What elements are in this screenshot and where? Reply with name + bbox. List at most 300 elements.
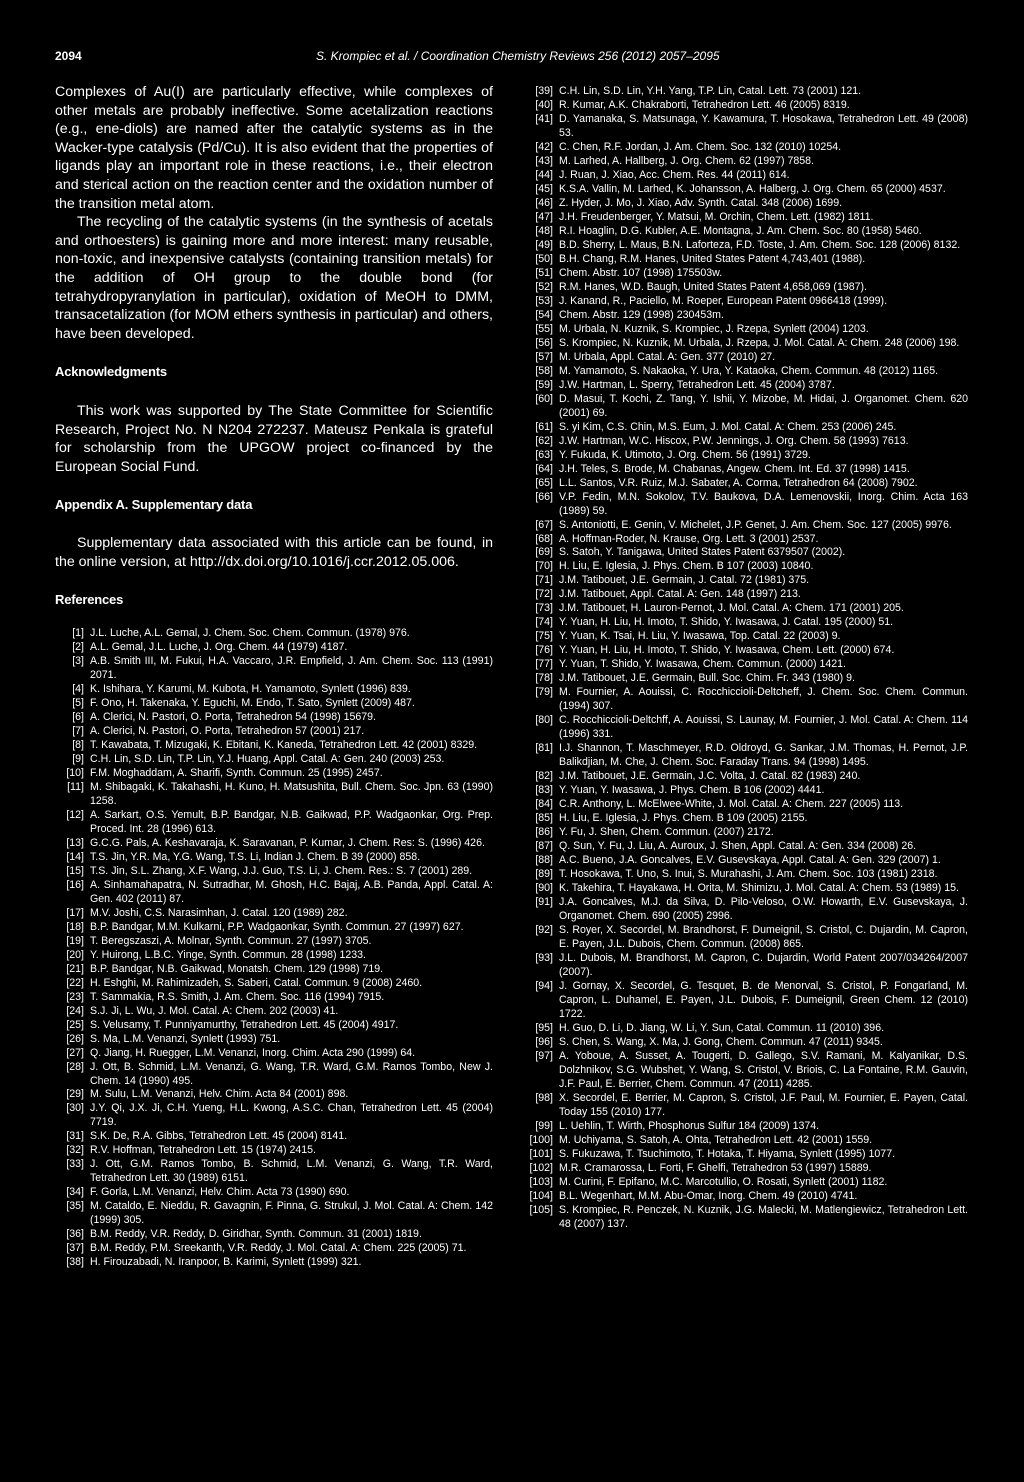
reference-number: [45] [535,182,553,195]
reference-text: C. Chen, R.F. Jordan, J. Am. Chem. Soc. 132 (2010) 10254. [559,140,842,153]
reference-number: [87] [535,840,553,853]
reference-number: [36] [66,1228,84,1241]
reference-number: [99] [535,1119,553,1132]
reference-item [60,753,493,767]
reference-item [60,865,493,879]
reference-number: [75] [535,630,553,643]
reference-number: [76] [535,644,553,657]
reference-number: [88] [535,854,553,867]
reference-item [60,1228,493,1242]
reference-number: [59] [535,378,553,391]
reference-number: [98] [535,1091,553,1104]
reference-text: Q. Jiang, H. Ruegger, L.M. Venanzi, Inorg. Chim. Acta 290 (1999) 64. [90,1046,416,1059]
reference-item [526,1162,968,1176]
reference-number: [24] [66,1004,84,1017]
body-paragraph: The recycling of the catalytic systems (in the synthesis of acetals and orthoesters) is gaining more and more interest: many reusable, non-toxic, and inexpensive catalysts (containing transition metals) for the addition of OH group to the double bond (for tetrahydropyranylation in particular), oxidation of MeOH to DMM, transacetalization (for MOM ethers synthesis in particular) and others, have been developed. [55,214,493,342]
reference-number: [2] [72,640,84,653]
reference-text: K. Ishihara, Y. Karumi, M. Kubota, H. Yamamoto, Synlett (1996) 839. [90,682,411,695]
reference-item [526,574,968,588]
reference-text: I.J. Shannon, T. Maschmeyer, R.D. Oldroyd, G. Sankar, J.M. Thomas, H. Pernot, J.P. Balikdjian, M. Che, J. Chem. Soc. Faraday Trans. 94 (1998) 1495. [559,742,968,769]
reference-number: [26] [66,1032,84,1045]
reference-item [526,896,968,924]
reference-text: H. Firouzabadi, N. Iranpoor, B. Karimi, Synlett (1999) 321. [90,1256,362,1269]
reference-number: [48] [535,224,553,237]
reference-item [526,281,968,295]
reference-text: J.Y. Qi, J.X. Ji, C.H. Yueng, H.L. Kwong, A.S.C. Chan, Tetrahedron Lett. 45 (2004) 7719. [90,1102,493,1129]
reference-text: G.C.G. Pals, A. Keshavaraja, K. Saravanan, P. Kumar, J. Chem. Res: S. (1996) 426. [90,836,485,849]
reference-text: T. Sammakia, R.S. Smith, J. Am. Chem. Soc. 116 (1994) 7915. [90,990,385,1003]
reference-number: [67] [535,518,553,531]
reference-text: C. Rocchiccioli-Deltchff, A. Aouissi, S. Launay, M. Fournier, J. Mol. Catal. A: Chem. 114 (1996) 331. [559,714,968,741]
reference-text: S. yi Kim, C.S. Chin, M.S. Eum, J. Mol. Catal. A: Chem. 253 (2006) 245. [559,420,897,433]
reference-text: A. Sarkart, O.S. Yemult, B.P. Bandgar, N.B. Gaikwad, P.P. Wadgaonkar, Org. Prep. Proced. Int. 28 (1996) 613. [90,808,493,835]
reference-number: [79] [535,686,553,699]
reference-item [526,253,968,267]
reference-item [526,1134,968,1148]
reference-text: R.V. Hoffman, Tetrahedron Lett. 15 (1974) 2415. [90,1144,316,1157]
reference-text: J.M. Tatibouet, Appl. Catal. A: Gen. 148 (1997) 213. [559,588,801,601]
reference-item [526,672,968,686]
reference-item [526,323,968,337]
reference-item [60,739,493,753]
reference-text: S.K. De, R.A. Gibbs, Tetrahedron Lett. 45 (2004) 8141. [90,1130,348,1143]
reference-item [60,1130,493,1144]
reference-item [60,809,493,837]
reference-item [526,197,968,211]
reference-item [526,393,968,421]
reference-number: [41] [535,112,553,125]
reference-number: [90] [535,882,553,895]
reference-number: [17] [66,906,84,919]
reference-item [60,1102,493,1130]
reference-number: [9] [72,752,84,765]
reference-item [526,644,968,658]
reference-item [60,1033,493,1047]
reference-item [60,991,493,1005]
reference-item [526,770,968,784]
reference-text: H. Liu, E. Iglesia, J. Phys. Chem. B 107 (2003) 10840. [559,560,814,573]
reference-item [60,963,493,977]
reference-text: F.M. Moghaddam, A. Sharifi, Synth. Commun. 25 (1995) 2457. [90,766,383,779]
reference-number: [81] [535,742,553,755]
reference-text: V.P. Fedin, M.N. Sokolov, T.V. Baukova, D.A. Lemenovskii, Inorg. Chim. Acta 163 (1989) 59. [559,490,968,517]
reference-number: [73] [535,602,553,615]
reference-number: [34] [66,1186,84,1199]
reference-item [526,826,968,840]
reference-number: [77] [535,658,553,671]
reference-text: J. Ott, B. Schmid, L.M. Venanzi, G. Wang, T.R. Ward, G.M. Ramos Tombo, New J. Chem. 14 (1990) 495. [90,1060,493,1087]
reference-text: Y. Huirong, L.B.C. Yinge, Synth. Commun. 28 (1998) 1233. [90,948,366,961]
reference-item [60,1186,493,1200]
reference-text: J.H. Teles, S. Brode, M. Chabanas, Angew. Chem. Int. Ed. 37 (1998) 1415. [559,462,910,475]
reference-item [526,477,968,491]
reference-number: [47] [535,210,553,223]
reference-item [526,868,968,882]
reference-text: Y. Yuan, K. Tsai, H. Liu, Y. Iwasawa, Top. Catal. 22 (2003) 9. [559,630,841,643]
reference-item [526,742,968,770]
reference-number: [69] [535,546,553,559]
references-list-left [60,627,493,1270]
reference-number: [51] [535,266,553,279]
reference-text: T. Kawabata, T. Mizugaki, K. Ebitani, K. Kaneda, Tetrahedron Lett. 42 (2001) 8329. [90,738,478,751]
reference-item [526,113,968,141]
reference-text: L.L. Santos, V.R. Ruiz, M.J. Sabater, A. Corma, Tetrahedron 64 (2008) 7902. [559,476,918,489]
reference-number: [31] [66,1130,84,1143]
acknowledgments-section [55,402,493,476]
reference-text: J. Kanand, R., Paciello, M. Roeper, European Patent 0966418 (1999). [559,294,888,307]
reference-number: [54] [535,308,553,321]
reference-item [60,655,493,683]
reference-text: J.M. Tatibouet, J.E. Germain, J. Catal. 72 (1981) 375. [559,574,810,587]
reference-text: X. Secordel, E. Berrier, M. Capron, S. Cristol, J.F. Paul, M. Fournier, E. Payen, Catal. Today 155 (2010) 177. [559,1091,968,1118]
reference-text: C.R. Anthony, L. McElwee-White, J. Mol. Catal. A: Chem. 227 (2005) 113. [559,798,904,811]
reference-text: S. Ma, L.M. Venanzi, Synlett (1993) 751. [90,1032,281,1045]
reference-text: J.M. Tatibouet, J.E. Germain, Bull. Soc. Chim. Fr. 343 (1980) 9. [559,672,855,685]
reference-item [526,99,968,113]
reference-text: J.A. Goncalves, M.J. da Silva, D. Pilo-Veloso, O.W. Howarth, E.V. Gusevskaya, J. Organomet. Chem. 690 (2005) 2996. [559,896,968,923]
reference-number: [46] [535,196,553,209]
reference-number: [40] [535,98,553,111]
reference-number: [21] [66,962,84,975]
reference-number: [82] [535,770,553,783]
reference-text: Q. Sun, Y. Fu, J. Liu, A. Auroux, J. Shen, Appl. Catal. A: Gen. 334 (2008) 26. [559,840,917,853]
reference-text: M. Larhed, A. Hallberg, J. Org. Chem. 62 (1997) 7858. [559,154,814,167]
reference-item [60,641,493,655]
reference-item [526,337,968,351]
reference-item [526,519,968,533]
page-number: 2094 [55,49,82,63]
reference-item [526,491,968,519]
reference-item [526,155,968,169]
reference-text: H. Eshghi, M. Rahimizadeh, S. Saberi, Catal. Commun. 9 (2008) 2460. [90,976,423,989]
reference-text: M. Cataldo, E. Nieddu, R. Gavagnin, F. Pinna, G. Strukul, J. Mol. Catal. A: Chem. 142 (1999) 305. [90,1200,493,1227]
reference-number: [4] [72,682,84,695]
reference-text: K.S.A. Vallin, M. Larhed, K. Johansson, A. Halberg, J. Org. Chem. 65 (2000) 4537. [559,182,946,195]
reference-item [526,421,968,435]
reference-text: S. Royer, X. Secordel, M. Brandhorst, F. Dumeignil, S. Cristol, C. Dujardin, M. Capron, E. Payen, J.L. Dubois, Chem. Commun. (2008) 865. [559,924,968,951]
reference-item [60,1242,493,1256]
reference-text: M. Urbala, Appl. Catal. A: Gen. 377 (2010) 27. [559,350,776,363]
reference-number: [22] [66,976,84,989]
reference-text: Y. Fukuda, K. Utimoto, J. Org. Chem. 56 (1991) 3729. [559,448,811,461]
reference-number: [1] [72,627,84,639]
reference-item [526,435,968,449]
reference-number: [10] [66,766,84,779]
reference-item [60,1088,493,1102]
reference-item [60,781,493,809]
reference-number: [44] [535,168,553,181]
reference-item [526,379,968,393]
reference-number: [96] [535,1035,553,1048]
reference-text: S. Krompiec, R. Penczek, N. Kuznik, J.G. Malecki, M. Matlengiewicz, Tetrahedron Lett. 48 (2007) 137. [559,1203,968,1230]
reference-number: [104] [529,1189,553,1202]
reference-text: A. Hoffman-Roder, N. Krause, Org. Lett. 3 (2001) 2537. [559,532,819,545]
reference-text: T. Beregszaszi, A. Molnar, Synth. Commun. 27 (1997) 3705. [90,934,372,947]
reference-item [526,309,968,323]
reference-text: C.H. Lin, S.D. Lin, Y.H. Yang, T.P. Lin, Catal. Lett. 73 (2001) 121. [559,85,862,97]
reference-text: R. Kumar, A.K. Chakraborti, Tetrahedron Lett. 46 (2005) 8319. [559,98,850,111]
reference-number: [29] [66,1088,84,1101]
reference-text: Chem. Abstr. 129 (1998) 230453m. [559,308,724,321]
reference-text: D. Yamanaka, S. Matsunaga, Y. Kawamura, T. Hosokawa, Tetrahedron Lett. 49 (2008) 53. [559,112,968,139]
reference-text: M. Uchiyama, S. Satoh, A. Ohta, Tetrahedron Lett. 42 (2001) 1559. [559,1133,873,1146]
reference-text: J.L. Luche, A.L. Gemal, J. Chem. Soc. Chem. Commun. (1978) 976. [90,627,410,639]
reference-item [526,924,968,952]
reference-item [526,211,968,225]
running-head: S. Krompiec et al. / Coordination Chemistry Reviews 256 (2012) 2057–2095 [316,49,720,63]
appendix-text: Supplementary data associated with this article can be found, in the online version, at http://dx.doi.org/10.1016/j.ccr.2012.05.006. [55,535,493,570]
reference-text: A. Clerici, N. Pastori, O. Porta, Tetrahedron 54 (1998) 15679. [90,710,376,723]
reference-item [60,697,493,711]
reference-number: [72] [535,588,553,601]
reference-number: [28] [66,1060,84,1073]
reference-item [526,980,968,1022]
reference-number: [102] [529,1161,553,1174]
reference-number: [42] [535,140,553,153]
reference-number: [49] [535,238,553,251]
reference-text: Y. Yuan, H. Liu, H. Imoto, T. Shido, Y. Iwasawa, J. Catal. 195 (2000) 51. [559,616,894,629]
reference-number: [18] [66,920,84,933]
reference-number: [55] [535,322,553,335]
reference-text: J.W. Hartman, W.C. Hiscox, P.W. Jennings, J. Org. Chem. 58 (1993) 7613. [559,434,909,447]
reference-number: [85] [535,812,553,825]
reference-item [60,949,493,963]
reference-number: [65] [535,476,553,489]
reference-item [60,1005,493,1019]
reference-item [60,851,493,865]
reference-number: [60] [535,392,553,405]
reference-number: [53] [535,294,553,307]
reference-number: [13] [66,836,84,849]
reference-item [526,560,968,574]
reference-item [526,658,968,672]
reference-text: M. Shibagaki, K. Takahashi, H. Kuno, H. Matsushita, Bull. Chem. Soc. Jpn. 63 (1990) 1258. [90,780,493,807]
reference-item [526,1190,968,1204]
reference-number: [57] [535,350,553,363]
reference-number: [32] [66,1144,84,1157]
reference-item [526,1092,968,1120]
reference-number: [5] [72,696,84,709]
reference-item [526,812,968,826]
reference-text: Chem. Abstr. 107 (1998) 175503w. [559,266,723,279]
reference-number: [80] [535,714,553,727]
reference-number: [95] [535,1021,553,1034]
reference-text: T. Hosokawa, T. Uno, S. Inui, S. Murahashi, J. Am. Chem. Soc. 103 (1981) 2318. [559,868,938,881]
reference-item [60,1061,493,1089]
reference-text: Y. Yuan, H. Liu, H. Imoto, T. Shido, Y. Iwasawa, Chem. Lett. (2000) 674. [559,644,895,657]
reference-item [526,602,968,616]
reference-text: Y. Yuan, Y. Iwasawa, J. Phys. Chem. B 106 (2002) 4441. [559,784,825,797]
reference-number: [84] [535,798,553,811]
reference-item [526,882,968,896]
reference-number: [20] [66,948,84,961]
reference-text: L. Uehlin, T. Wirth, Phosphorus Sulfur 184 (2009) 1374. [559,1119,820,1132]
reference-text: D. Masui, T. Kochi, Z. Tang, Y. Ishii, Y. Mizobe, M. Hidai, J. Organomet. Chem. 620 (2001) 69. [559,392,968,419]
reference-item [60,725,493,739]
reference-number: [16] [66,878,84,891]
reference-item [526,1050,968,1092]
reference-text: J. Ruan, J. Xiao, Acc. Chem. Res. 44 (2011) 614. [559,168,790,181]
reference-number: [89] [535,868,553,881]
reference-text: S. Krompiec, N. Kuznik, M. Urbala, J. Rzepa, J. Mol. Catal. A: Chem. 248 (2006) 198. [559,336,960,349]
reference-text: C.H. Lin, S.D. Lin, T.P. Lin, Y.J. Huang, Appl. Catal. A: Gen. 240 (2003) 253. [90,752,445,765]
body-paragraph: Complexes of Au(I) are particularly effective, while complexes of other metals are probably ineffective. Some acetalization reactions (e.g., ene-diols) are named after the catalytic systems as in the Wacker-type catalysis (Pd/Cu). It is also evident that the properties of ligands play an important role in these reactions, i.e., their electron and sterical action on the reaction center and the oxidation number of the transition metal atom. [55,84,493,212]
reference-item [526,1204,968,1232]
reference-text: J.M. Tatibouet, H. Lauron-Pernot, J. Mol. Catal. A: Chem. 171 (2001) 205. [559,602,904,615]
reference-number: [23] [66,990,84,1003]
reference-item [526,854,968,868]
reference-number: [97] [535,1049,553,1062]
reference-text: Y. Fu, J. Shen, Chem. Commun. (2007) 2172. [559,826,774,839]
reference-item [526,463,968,477]
reference-number: [43] [535,154,553,167]
reference-item [526,840,968,854]
reference-text: S. Velusamy, T. Punniyamurthy, Tetrahedron Lett. 45 (2004) 4917. [90,1018,399,1031]
reference-item [60,1047,493,1061]
reference-item [60,711,493,725]
reference-text: H. Liu, E. Iglesia, J. Phys. Chem. B 109 (2005) 2155. [559,812,808,825]
reference-text: R.I. Hoaglin, D.G. Kubler, A.E. Montagna, J. Am. Chem. Soc. 80 (1958) 5460. [559,224,922,237]
reference-item [526,1120,968,1134]
reference-item [60,837,493,851]
reference-item [526,616,968,630]
reference-number: [93] [535,952,553,965]
reference-item [526,798,968,812]
reference-item [526,449,968,463]
reference-number: [38] [66,1256,84,1269]
reference-number: [14] [66,850,84,863]
reference-number: [27] [66,1046,84,1059]
reference-text: J.W. Hartman, L. Sperry, Tetrahedron Lett. 45 (2004) 3787. [559,378,835,391]
reference-number: [15] [66,864,84,877]
reference-number: [74] [535,616,553,629]
reference-text: A. Yoboue, A. Susset, A. Tougerti, D. Gallego, S.V. Ramani, M. Kalyanikar, D.S. Dolzhnikov, S.G. Wubshet, Y. Wang, S. Cristol, V. Briois, C. La Fontaine, R.M. Gauvin, J.F. Paul, E. Berrier, Chem. Commun. 47 (2011) 4285. [559,1049,968,1090]
reference-number: [70] [535,560,553,573]
reference-text: S. Fukuzawa, T. Tsuchimoto, T. Hotaka, T. Hiyama, Synlett (1995) 1077. [559,1147,896,1160]
reference-item [526,1022,968,1036]
reference-item [60,1256,493,1270]
reference-item [526,295,968,309]
reference-text: B.P. Bandgar, N.B. Gaikwad, Monatsh. Chem. 129 (1998) 719. [90,962,384,975]
reference-item [526,1176,968,1190]
reference-text: B.P. Bandgar, M.M. Kulkarni, P.P. Wadgaonkar, Synth. Commun. 27 (1997) 627. [90,920,464,933]
reference-item [60,921,493,935]
reference-item [60,1200,493,1228]
reference-item [526,141,968,155]
reference-number: [61] [535,420,553,433]
reference-text: J. Gornay, X. Secordel, G. Tesquet, B. de Menorval, S. Cristol, P. Fongarland, M. Capron, L. Duhamel, E. Payen, J.L. Dubois, F. Dumeignil, Green Chem. 12 (2010) 1722. [559,980,968,1020]
reference-number: [86] [535,826,553,839]
reference-number: [25] [66,1018,84,1031]
reference-text: F. Ono, H. Takenaka, Y. Eguchi, M. Endo, T. Sato, Synlett (2009) 487. [90,696,415,709]
reference-number: [3] [72,654,84,667]
reference-text: B.H. Chang, R.M. Hanes, United States Patent 4,743,401 (1988). [559,252,866,265]
reference-number: [78] [535,672,553,685]
reference-text: A.L. Gemal, J.L. Luche, J. Org. Chem. 44 (1979) 4187. [90,640,348,653]
reference-text: A. Clerici, N. Pastori, O. Porta, Tetrahedron 57 (2001) 217. [90,724,365,737]
reference-number: [56] [535,336,553,349]
reference-item [60,907,493,921]
reference-text: A.B. Smith III, M. Fukui, H.A. Vaccaro, J.R. Empfield, J. Am. Chem. Soc. 113 (1991) 2071. [90,654,493,681]
appendix-section [55,534,493,571]
reference-number: [103] [529,1175,553,1188]
reference-item [60,1158,493,1186]
reference-text: M.V. Joshi, C.S. Narasimhan, J. Catal. 120 (1989) 282. [90,906,348,919]
reference-text: Y. Yuan, T. Shido, Y. Iwasawa, Chem. Commun. (2000) 1421. [559,658,846,671]
reference-number: [91] [535,896,553,909]
reference-text: H. Guo, D. Li, D. Jiang, W. Li, Y. Sun, Catal. Commun. 11 (2010) 396. [559,1021,885,1034]
reference-number: [30] [66,1102,84,1115]
reference-item [526,267,968,281]
acknowledgments-heading: Acknowledgments [55,364,167,379]
reference-number: [12] [66,808,84,821]
reference-item [526,183,968,197]
reference-number: [7] [72,724,84,737]
reference-item [60,1019,493,1033]
reference-number: [11] [67,780,84,793]
reference-item [526,533,968,547]
reference-item [526,225,968,239]
reference-text: T.S. Jin, Y.R. Ma, Y.G. Wang, T.S. Li, Indian J. Chem. B 39 (2000) 858. [90,850,421,863]
reference-item [526,588,968,602]
reference-number: [101] [529,1147,553,1160]
reference-text: M.R. Cramarossa, L. Forti, F. Ghelfi, Tetrahedron 53 (1997) 15889. [559,1161,872,1174]
reference-text: T.S. Jin, S.L. Zhang, X.F. Wang, J.J. Guo, T.S. Li, J. Chem. Res.: S. 7 (2001) 289. [90,864,473,877]
reference-text: S. Satoh, Y. Tanigawa, United States Patent 6379507 (2002). [559,546,846,559]
reference-item [526,239,968,253]
reference-item [60,977,493,991]
reference-number: [8] [72,738,84,751]
reference-text: F. Gorla, L.M. Venanzi, Helv. Chim. Acta 73 (1990) 690. [90,1186,350,1199]
reference-item [526,365,968,379]
reference-text: A.C. Bueno, J.A. Goncalves, E.V. Gusevskaya, Appl. Catal. A: Gen. 329 (2007) 1. [559,854,941,867]
reference-text: M. Curini, F. Epifano, M.C. Marcotullio, O. Rosati, Synlett (2001) 1182. [559,1175,888,1188]
reference-item [526,351,968,365]
references-heading: References [55,592,124,607]
reference-number: [63] [535,448,553,461]
reference-text: J. Ott, G.M. Ramos Tombo, B. Schmid, L.M. Venanzi, G. Wang, T.R. Ward, Tetrahedron Lett. 30 (1989) 6151. [90,1158,493,1185]
reference-number: [92] [535,924,553,937]
references-list-right [526,85,968,1232]
reference-number: [50] [535,252,553,265]
reference-item [60,935,493,949]
reference-item [526,1036,968,1050]
reference-number: [94] [535,980,553,992]
reference-text: K. Takehira, T. Hayakawa, H. Orita, M. Shimizu, J. Mol. Catal. A: Chem. 53 (1989) 15. [559,882,959,895]
reference-number: [52] [535,280,553,293]
body-text [55,83,493,343]
reference-number: [71] [535,574,553,587]
reference-item [526,169,968,183]
reference-text: S. Chen, S. Wang, X. Ma, J. Gong, Chem. Commun. 47 (2011) 9345. [559,1035,883,1048]
reference-text: J.L. Dubois, M. Brandhorst, M. Capron, C. Dujardin, World Patent 2007/034264/2007 (2007). [559,952,968,979]
reference-item [526,784,968,798]
reference-number: [39] [535,85,553,97]
reference-text: M. Sulu, L.M. Venanzi, Helv. Chim. Acta 84 (2001) 898. [90,1088,349,1101]
appendix-heading: Appendix A. Supplementary data [55,497,253,512]
reference-number: [68] [535,532,553,545]
reference-item [60,1144,493,1158]
reference-item [526,546,968,560]
reference-number: [37] [66,1242,84,1255]
reference-text: Z. Hyder, J. Mo, J. Xiao, Adv. Synth. Catal. 348 (2006) 1699. [559,196,843,209]
reference-item [526,85,968,99]
reference-item [526,952,968,980]
reference-item [60,627,493,641]
reference-text: B.M. Reddy, P.M. Sreekanth, V.R. Reddy, J. Mol. Catal. A: Chem. 225 (2005) 71. [90,1242,467,1255]
reference-item [526,1148,968,1162]
reference-item [526,714,968,742]
